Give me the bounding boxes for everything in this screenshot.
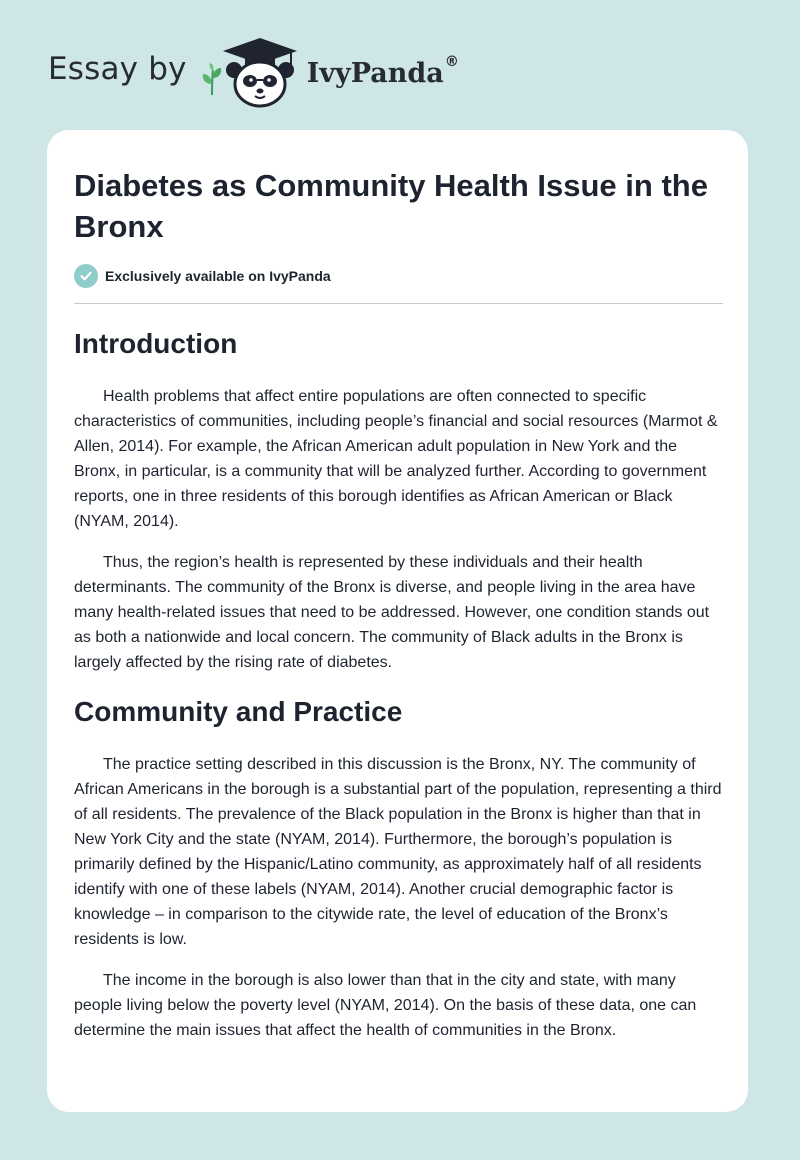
paragraph: Health problems that affect entire populations are often connected to specific characteristics of communities, including people’s financial and social resources (Marmot & Allen, 2014). For example, the African American adult population in New York and the Bronx, in particular, is a community that will be analyzed further. According to government reports, one in three residents of this borough identifies as African American or Black (NYAM, 2014). [74, 388, 718, 530]
brand-text: IvyPanda [306, 57, 444, 89]
paragraph: The practice setting described in this discussion is the Bronx, NY. The community of African Americans in the borough is a substantial part of the population, representing a third of all residents. The prevalence of the Black population in the Bronx is higher than that in New York City and the state (NYAM, 2014). Furthermore, the borough’s population is primarily defined by the Hispanic/Latino community, as approximately half of all residents identify with one of these labels (NYAM, 2014). Another crucial demographic factor is knowledge – in comparison to the citywide rate, the level of education of the Bronx’s residents is low. [74, 756, 722, 948]
section-heading-community-and-practice: Community and Practice [74, 696, 403, 727]
paragraph: Thus, the region’s health is represented by these individuals and their health determinants. The community of the Bronx is diverse, and people living in the area have many health-related issues that need to be addressed. However, one condition stands out as both a nationwide and local concern. The community of Black adults in the Bronx is largely affected by the rising rate of diabetes. [74, 554, 710, 671]
essay-by-label: Essay by [48, 51, 187, 87]
essay-card [47, 130, 748, 1112]
brand-name [306, 53, 459, 89]
page-title: Diabetes as Community Health Issue in the Bronx [74, 168, 708, 244]
trademark-symbol: ® [444, 53, 459, 70]
panda-graduate-icon [217, 34, 303, 110]
section-heading-introduction: Introduction [74, 328, 238, 359]
check-circle-icon [74, 264, 98, 288]
paragraph: The income in the borough is also lower than that in the city and state, with many people living below the poverty level (NYAM, 2014). On the basis of these data, one can determine the main issues that affect the health of communities in the Bronx. [74, 972, 697, 1039]
divider [74, 303, 723, 304]
exclusive-label: Exclusively available on IvyPanda [105, 268, 331, 284]
site-header [48, 34, 648, 110]
exclusive-badge [74, 264, 331, 288]
